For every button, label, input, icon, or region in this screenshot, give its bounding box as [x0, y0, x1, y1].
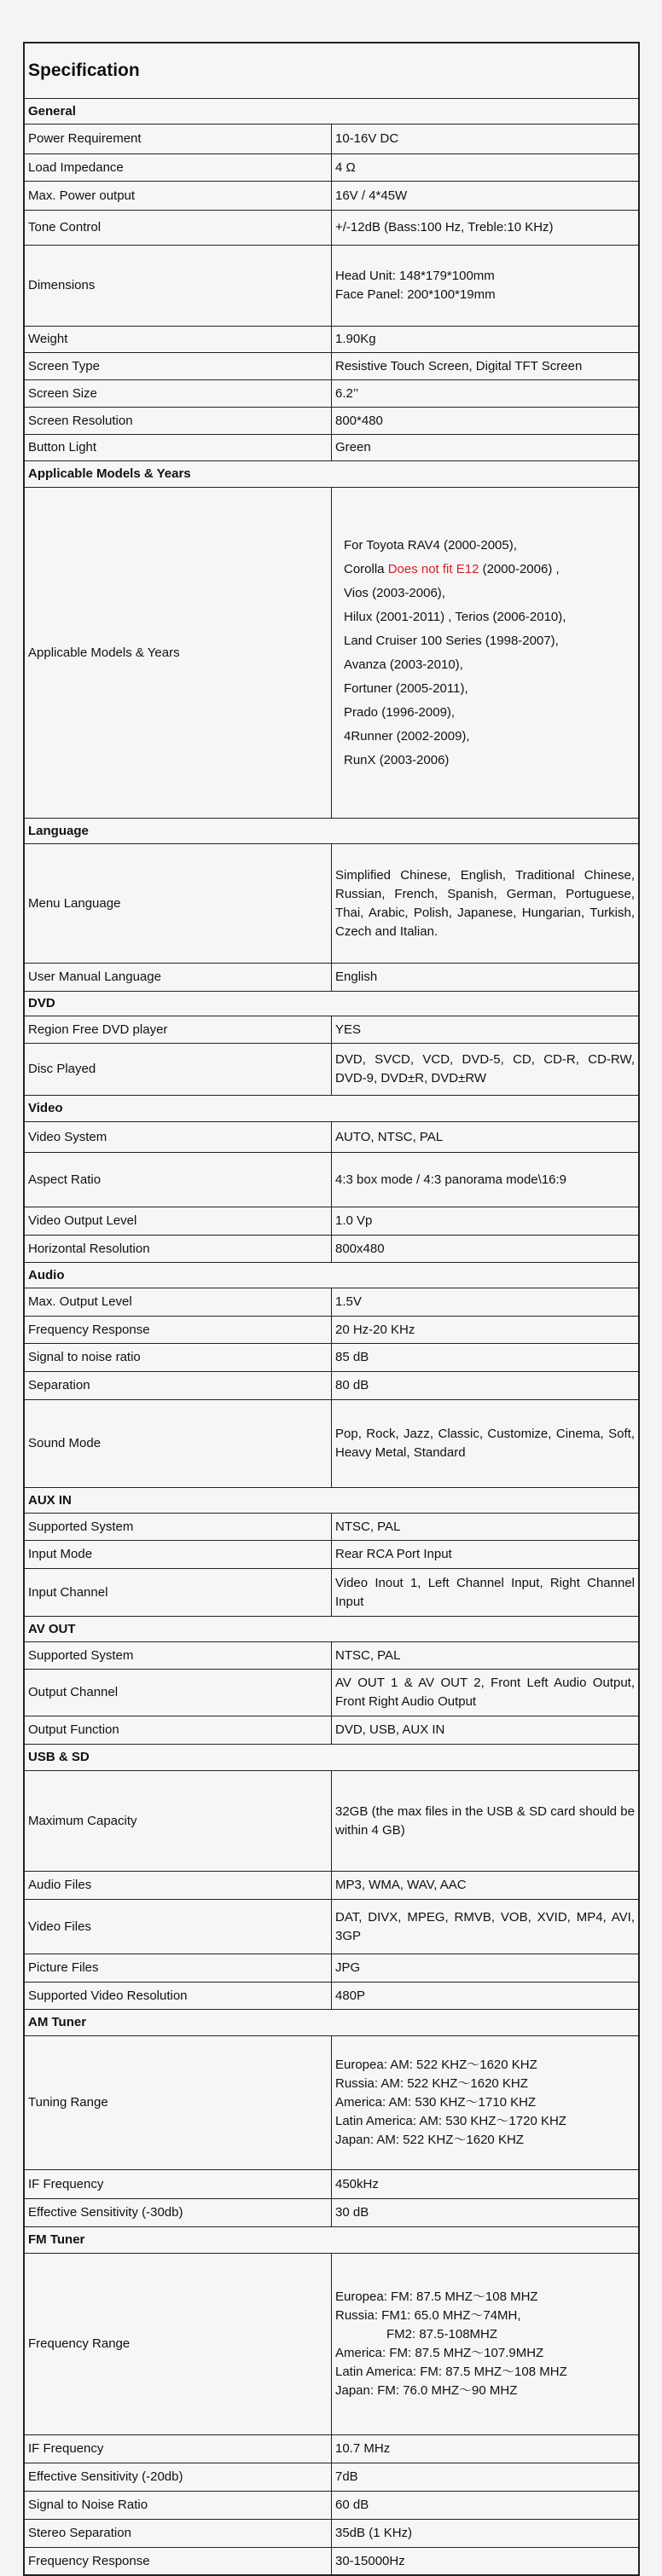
spec-row	[25, 1716, 639, 1745]
spec-value	[332, 2170, 639, 2199]
section-heading-am-tuner: AM Tuner	[25, 2010, 639, 2036]
title-row	[25, 43, 639, 99]
spec-label: Supported Video Resolution	[25, 1983, 332, 2010]
spec-value-line: Russia: AM: 522 KHZ～1620 KHZ	[335, 2076, 528, 2091]
section-header-row	[25, 461, 639, 488]
spec-row	[25, 1153, 639, 1207]
spec-label: Picture Files	[25, 1954, 332, 1983]
spec-value	[332, 1044, 639, 1096]
spec-label: Screen Resolution	[25, 408, 332, 435]
spec-row	[25, 211, 639, 246]
spec-value-line: NTSC, PAL	[335, 1647, 401, 1663]
spec-label: Dimensions	[25, 246, 332, 327]
spec-row	[25, 1642, 639, 1670]
spec-value-line: 1.5V	[335, 1294, 362, 1309]
spec-label: IF Frequency	[25, 2170, 332, 2199]
spec-value-line: America: AM: 530 KHZ～1710 KHZ	[335, 2095, 537, 2110]
spec-row	[25, 1016, 639, 1044]
spec-label: Supported System	[25, 1514, 332, 1541]
spec-value	[332, 1716, 639, 1745]
spec-label: Effective Sensitivity (-30db)	[25, 2199, 332, 2227]
spec-value-line: Face Panel: 200*100*19mm	[335, 287, 496, 302]
spec-row	[25, 2520, 639, 2548]
spec-value-line: 800*480	[335, 413, 383, 428]
spec-value	[332, 1016, 639, 1044]
spec-value	[332, 1983, 639, 2010]
spec-value	[332, 2254, 639, 2435]
spec-label: Weight	[25, 327, 332, 353]
spec-value	[332, 964, 639, 992]
spec-label: Video Files	[25, 1900, 332, 1954]
section-header-row	[25, 1263, 639, 1288]
spec-value	[332, 1400, 639, 1488]
spec-row	[25, 380, 639, 408]
spec-value-line: 30 dB	[335, 2205, 369, 2220]
section-header-row	[25, 1488, 639, 1514]
spec-value-text: (2000-2006) ,	[479, 561, 560, 576]
spec-value-line: Russia: FM1: 65.0 MHZ～74MH,	[335, 2308, 521, 2323]
spec-label: Screen Type	[25, 353, 332, 380]
section-heading-dvd: DVD	[25, 992, 639, 1016]
section-header-row	[25, 2227, 639, 2254]
spec-value-line: Video Inout 1, Left Channel Input, Right Channel Input	[335, 1575, 635, 1609]
spec-row	[25, 2254, 639, 2435]
section-heading-fm-tuner: FM Tuner	[25, 2227, 639, 2254]
section-heading-video: Video	[25, 1096, 639, 1122]
spec-value-line: 30-15000Hz	[335, 2553, 405, 2568]
spec-value-line: Head Unit: 148*179*100mm	[335, 269, 495, 283]
spec-label: Max. Power output	[25, 182, 332, 211]
spec-label: Audio Files	[25, 1872, 332, 1900]
spec-value-line: For Toyota RAV4 (2000-2005),	[344, 537, 517, 553]
spec-row	[25, 1771, 639, 1872]
spec-row	[25, 844, 639, 964]
spec-label: Tone Control	[25, 211, 332, 246]
spec-value	[332, 154, 639, 182]
spec-value	[332, 1569, 639, 1617]
spec-value	[332, 1344, 639, 1372]
spec-row	[25, 1541, 639, 1569]
spec-value	[332, 1153, 639, 1207]
specification-table	[23, 42, 640, 2576]
spec-value-line: Japan: AM: 522 KHZ～1620 KHZ	[335, 2133, 524, 2147]
spec-value	[332, 1288, 639, 1317]
spec-value-line: Hilux (2001-2011) , Terios (2006-2010),	[344, 609, 566, 624]
spec-value-line: 4Runner (2002-2009),	[344, 728, 470, 744]
page-title: Specification	[25, 43, 639, 99]
spec-label: Output Channel	[25, 1670, 332, 1716]
spec-label: User Manual Language	[25, 964, 332, 992]
spec-value-line: Simplified Chinese, English, Traditional Chinese, Russian, French, Spanish, German, Portuguese, Thai, Arabic, Polish, Japanese, Hungarian, Turkish, Czech and Italian.	[335, 867, 635, 939]
spec-value	[332, 2463, 639, 2492]
section-header-row	[25, 2010, 639, 2036]
spec-value-line: 20 Hz-20 KHz	[335, 1322, 415, 1337]
spec-label: Output Function	[25, 1716, 332, 1745]
spec-value-text: Corolla	[344, 561, 388, 576]
spec-value-line: MP3, WMA, WAV, AAC	[335, 1878, 467, 1892]
spec-label: Signal to Noise Ratio	[25, 2492, 332, 2520]
spec-value-line: 16V / 4*45W	[335, 188, 408, 203]
spec-label: Sound Mode	[25, 1400, 332, 1488]
spec-value	[332, 1872, 639, 1900]
spec-value-line: Europea: AM: 522 KHZ～1620 KHZ	[335, 2058, 537, 2072]
spec-row	[25, 2492, 639, 2520]
spec-value-line: 800x480	[335, 1241, 385, 1256]
spec-row	[25, 246, 639, 327]
spec-value	[332, 2199, 639, 2227]
spec-label: Frequency Range	[25, 2254, 332, 2435]
section-header-row	[25, 1617, 639, 1642]
spec-value-line: Pop, Rock, Jazz, Classic, Customize, Cinema, Soft, Heavy Metal, Standard	[335, 1427, 635, 1460]
section-heading-usb-sd: USB & SD	[25, 1745, 639, 1771]
spec-value-line: 1.90Kg	[335, 332, 376, 346]
spec-value	[332, 435, 639, 461]
spec-row	[25, 2435, 639, 2463]
spec-label: Horizontal Resolution	[25, 1236, 332, 1263]
spec-row	[25, 1900, 639, 1954]
spec-row	[25, 327, 639, 353]
spec-label: Video System	[25, 1122, 332, 1153]
spec-row	[25, 1044, 639, 1096]
spec-value-line: Japan: FM: 76.0 MHZ～90 MHZ	[335, 2383, 518, 2398]
spec-label: Input Mode	[25, 1541, 332, 1569]
spec-value	[332, 1207, 639, 1236]
spec-value	[332, 844, 639, 964]
spec-value-line: 450kHz	[335, 2176, 379, 2191]
spec-row	[25, 1569, 639, 1617]
spec-value-line: Prado (1996-2009),	[344, 704, 456, 720]
spec-row	[25, 964, 639, 992]
spec-row	[25, 1872, 639, 1900]
spec-row	[25, 2199, 639, 2227]
spec-value-line: YES	[335, 1022, 362, 1037]
spec-value-line: 60 dB	[335, 2498, 369, 2512]
spec-value-line: 35dB (1 KHz)	[335, 2526, 413, 2540]
spec-value-line: America: FM: 87.5 MHZ～107.9MHZ	[335, 2346, 544, 2360]
spec-value	[332, 1771, 639, 1872]
section-header-row	[25, 992, 639, 1016]
section-heading-general: General	[25, 99, 639, 124]
spec-value-line	[335, 558, 635, 582]
spec-value	[332, 182, 639, 211]
spec-value	[332, 2492, 639, 2520]
spec-value-line: DVD, SVCD, VCD, DVD-5, CD, CD-R, CD-RW, DVD-9, DVD±R, DVD±RW	[335, 1052, 635, 1085]
spec-row	[25, 353, 639, 380]
spec-value-line: Latin America: FM: 87.5 MHZ～108 MHZ	[335, 2365, 567, 2379]
spec-row	[25, 1288, 639, 1317]
spec-value	[332, 1642, 639, 1670]
spec-label: Menu Language	[25, 844, 332, 964]
section-header-row	[25, 1745, 639, 1771]
spec-value-line: 4 Ω	[335, 159, 356, 175]
spec-value-line: 10.7 MHz	[335, 2441, 391, 2456]
spec-value-line: Latin America: AM: 530 KHZ～1720 KHZ	[335, 2114, 566, 2128]
spec-value	[332, 1372, 639, 1400]
spec-row	[25, 1122, 639, 1153]
spec-value-line: DAT, DIVX, MPEG, RMVB, VOB, XVID, MP4, AVI, 3GP	[335, 1909, 635, 1943]
spec-row	[25, 124, 639, 154]
spec-value	[332, 488, 639, 819]
spec-row	[25, 1670, 639, 1716]
spec-label: Region Free DVD player	[25, 1016, 332, 1044]
spec-row	[25, 1400, 639, 1488]
spec-label: Aspect Ratio	[25, 1153, 332, 1207]
spec-row	[25, 1372, 639, 1400]
spec-label: IF Frequency	[25, 2435, 332, 2463]
spec-value-line: JPG	[335, 1960, 361, 1975]
spec-value	[332, 2520, 639, 2548]
spec-value-line: NTSC, PAL	[335, 1519, 401, 1534]
spec-row	[25, 2170, 639, 2199]
section-header-row	[25, 99, 639, 124]
spec-row	[25, 1954, 639, 1983]
spec-value	[332, 1236, 639, 1263]
spec-row	[25, 1207, 639, 1236]
spec-row	[25, 1317, 639, 1344]
spec-row	[25, 2548, 639, 2575]
spec-value	[332, 1122, 639, 1153]
spec-value-line: AV OUT 1 & AV OUT 2, Front Left Audio Output, Front Right Audio Output	[335, 1676, 635, 1709]
spec-label: Button Light	[25, 435, 332, 461]
spec-value-line: +/-12dB (Bass:100 Hz, Treble:10 KHz)	[335, 220, 554, 234]
spec-value	[332, 353, 639, 380]
spec-value	[332, 211, 639, 246]
spec-value-line: 32GB (the max files in the USB & SD card should be within 4 GB)	[335, 1803, 635, 1838]
spec-value-line: 4:3 box mode / 4:3 panorama mode\16:9	[335, 1172, 567, 1187]
spec-value-line: 480P	[335, 1988, 366, 2003]
spec-value-line: Avanza (2003-2010),	[344, 657, 463, 672]
spec-row	[25, 2463, 639, 2492]
spec-value-line: Fortuner (2005-2011),	[344, 680, 468, 696]
spec-value-line: 7dB	[335, 2469, 358, 2484]
spec-value	[332, 408, 639, 435]
spec-value-line: 1.0 Vp	[335, 1213, 373, 1228]
spec-value	[332, 2548, 639, 2575]
spec-label: Input Channel	[25, 1569, 332, 1617]
spec-row	[25, 435, 639, 461]
spec-value	[332, 1954, 639, 1983]
spec-value-line: Green	[335, 440, 371, 454]
spec-value-line: English	[335, 970, 378, 984]
spec-value-line: Vios (2003-2006),	[344, 585, 445, 600]
spec-value-line: Resistive Touch Screen, Digital TFT Screen	[335, 358, 583, 373]
spec-value-line: 80 dB	[335, 1378, 369, 1392]
spec-label: Applicable Models & Years	[25, 488, 332, 819]
spec-label: Disc Played	[25, 1044, 332, 1096]
spec-label: Screen Size	[25, 380, 332, 408]
spec-value-line: FM2: 87.5-108MHZ	[386, 2327, 498, 2342]
section-header-row	[25, 819, 639, 844]
section-heading-applicable-models-years: Applicable Models & Years	[25, 461, 639, 488]
spec-value-line: Europea: FM: 87.5 MHZ～108 MHZ	[335, 2289, 538, 2304]
spec-row	[25, 1983, 639, 2010]
spec-label: Separation	[25, 1372, 332, 1400]
spec-row	[25, 154, 639, 182]
spec-value-line: 10-16V DC	[335, 131, 399, 146]
section-heading-audio: Audio	[25, 1263, 639, 1288]
spec-row	[25, 408, 639, 435]
spec-value-line: Land Cruiser 100 Series (1998-2007),	[344, 633, 559, 648]
spec-row	[25, 1344, 639, 1372]
spec-label: Signal to noise ratio	[25, 1344, 332, 1372]
spec-value-line: AUTO, NTSC, PAL	[335, 1129, 444, 1144]
section-heading-language: Language	[25, 819, 639, 844]
spec-value	[332, 327, 639, 353]
spec-value	[332, 380, 639, 408]
spec-value	[332, 2036, 639, 2170]
spec-row	[25, 182, 639, 211]
spec-value-line: RunX (2003-2006)	[344, 752, 450, 767]
spec-label: Stereo Separation	[25, 2520, 332, 2548]
spec-value	[332, 1900, 639, 1954]
spec-label: Frequency Response	[25, 1317, 332, 1344]
spec-value	[332, 246, 639, 327]
fitment-warning-text: Does not fit E12	[387, 561, 479, 576]
spec-label: Video Output Level	[25, 1207, 332, 1236]
spec-value-line: DVD, USB, AUX IN	[335, 1722, 445, 1737]
spec-row	[25, 2036, 639, 2170]
spec-value-line: 85 dB	[335, 1350, 369, 1364]
spec-label: Effective Sensitivity (-20db)	[25, 2463, 332, 2492]
spec-value-line: 6.2’’	[335, 385, 359, 401]
spec-label: Frequency Response	[25, 2548, 332, 2575]
spec-row	[25, 1236, 639, 1263]
spec-value-line: Rear RCA Port Input	[335, 1547, 452, 1561]
spec-table-body	[25, 43, 639, 2575]
spec-label: Maximum Capacity	[25, 1771, 332, 1872]
spec-label: Max. Output Level	[25, 1288, 332, 1317]
spec-value	[332, 1670, 639, 1716]
spec-label: Tuning Range	[25, 2036, 332, 2170]
spec-row	[25, 488, 639, 819]
section-header-row	[25, 1096, 639, 1122]
section-heading-av-out: AV OUT	[25, 1617, 639, 1642]
spec-row	[25, 1514, 639, 1541]
spec-value	[332, 1541, 639, 1569]
spec-value	[332, 1317, 639, 1344]
spec-value	[332, 124, 639, 154]
section-heading-aux-in: AUX IN	[25, 1488, 639, 1514]
spec-label: Power Requirement	[25, 124, 332, 154]
spec-label: Supported System	[25, 1642, 332, 1670]
spec-value	[332, 2435, 639, 2463]
spec-label: Load Impedance	[25, 154, 332, 182]
spec-value	[332, 1514, 639, 1541]
